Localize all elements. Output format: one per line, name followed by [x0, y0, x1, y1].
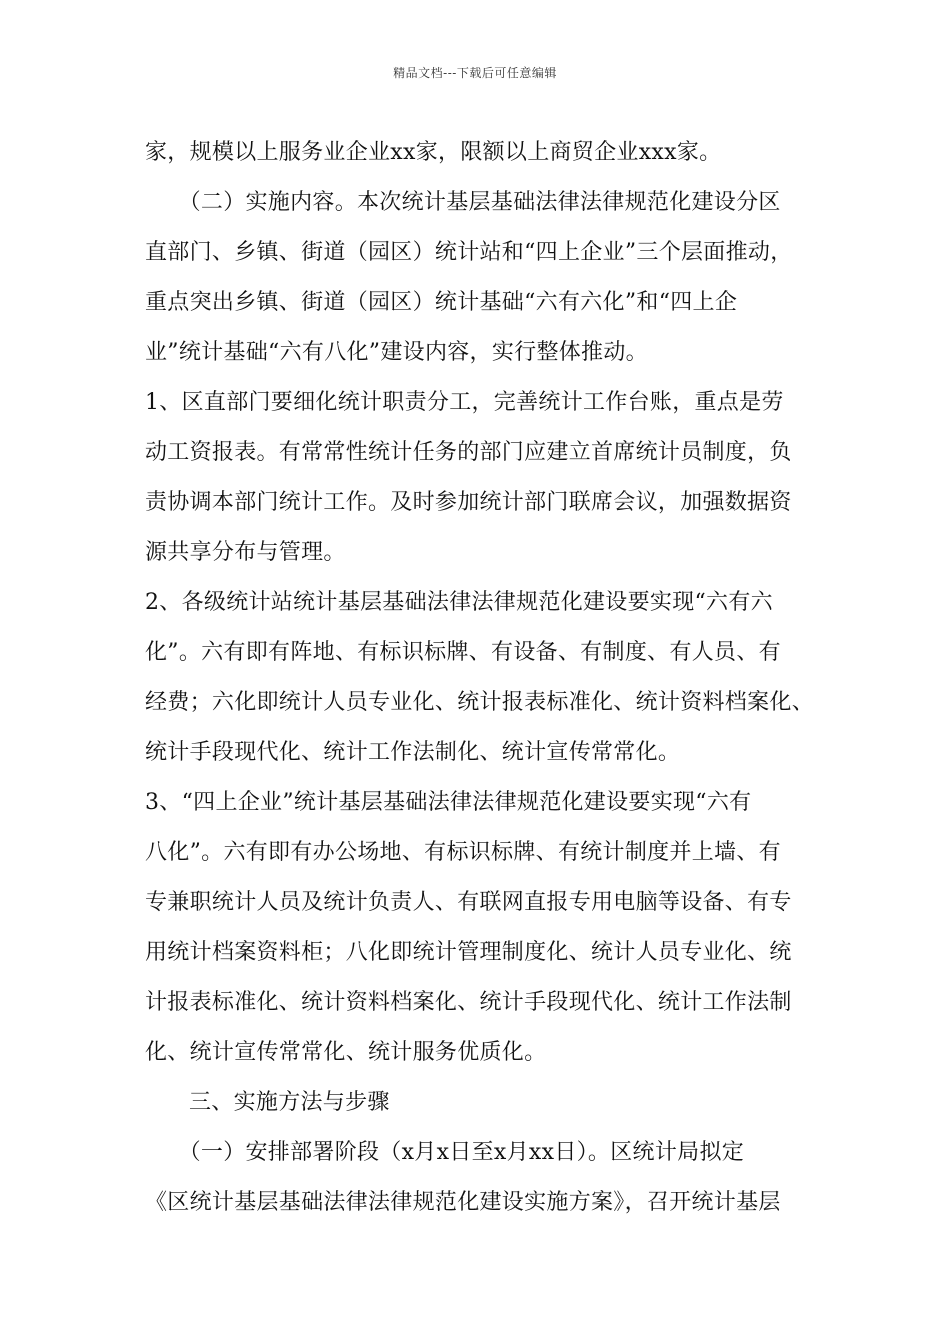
page-header: 精品文档---下载后可任意编辑 [393, 66, 557, 80]
paragraph-line: （二）实施内容。本次统计基层基础法律法律规范化建设分区 [145, 190, 781, 215]
paragraph-line: 计报表标准化、统计资料档案化、统计手段现代化、统计工作法制 [145, 990, 792, 1015]
paragraph-line: 责协调本部门统计工作。及时参加统计部门联席会议，加强数据资 [145, 490, 792, 515]
paragraph-line: 动工资报表。有常常性统计任务的部门应建立首席统计员制度，负 [145, 440, 792, 465]
paragraph-line: 化”。六有即有阵地、有标识标牌、有设备、有制度、有人员、有 [145, 640, 781, 665]
paragraph-line: 《区统计基层基础法律法律规范化建设实施方案》，召开统计基层 [145, 1190, 781, 1215]
paragraph-line: 八化”。六有即有办公场地、有标识标牌、有统计制度并上墙、有 [145, 840, 781, 865]
paragraph-line: 统计手段现代化、统计工作法制化、统计宣传常常化。 [145, 740, 681, 765]
paragraph-line: （一）安排部署阶段（x月x日至x月xx日）。区统计局拟定 [145, 1140, 745, 1165]
paragraph-line: 源共享分布与管理。 [145, 540, 346, 565]
paragraph-line: 家，规模以上服务业企业xx家，限额以上商贸企业xxx家。 [145, 140, 722, 165]
section-heading: 三、实施方法与步骤 [189, 1090, 390, 1115]
paragraph-line: 用统计档案资料柜；八化即统计管理制度化、统计人员专业化、统 [145, 940, 792, 965]
paragraph-line: 专兼职统计人员及统计负责人、有联网直报专用电脑等设备、有专 [145, 890, 792, 915]
paragraph-line: 重点突出乡镇、街道（园区）统计基础“六有六化”和“四上企 [145, 290, 738, 315]
paragraph-line: 直部门、乡镇、街道（园区）统计站和“四上企业”三个层面推动， [145, 240, 793, 265]
paragraph-line: 化、统计宣传常常化、统计服务优质化。 [145, 1040, 547, 1065]
paragraph-line: 经费；六化即统计人员专业化、统计报表标准化、统计资料档案化、 [145, 690, 815, 715]
paragraph-line: 2、各级统计站统计基层基础法律法律规范化建设要实现“六有六 [145, 590, 773, 615]
paragraph-line: 3、“四上企业”统计基层基础法律法律规范化建设要实现“六有 [145, 790, 752, 815]
document-body [145, 133, 813, 1233]
paragraph-line: 业”统计基础“六有八化”建设内容，实行整体推动。 [145, 340, 648, 365]
paragraph-line: 1、区直部门要细化统计职责分工，完善统计工作台账，重点是劳 [145, 390, 784, 415]
